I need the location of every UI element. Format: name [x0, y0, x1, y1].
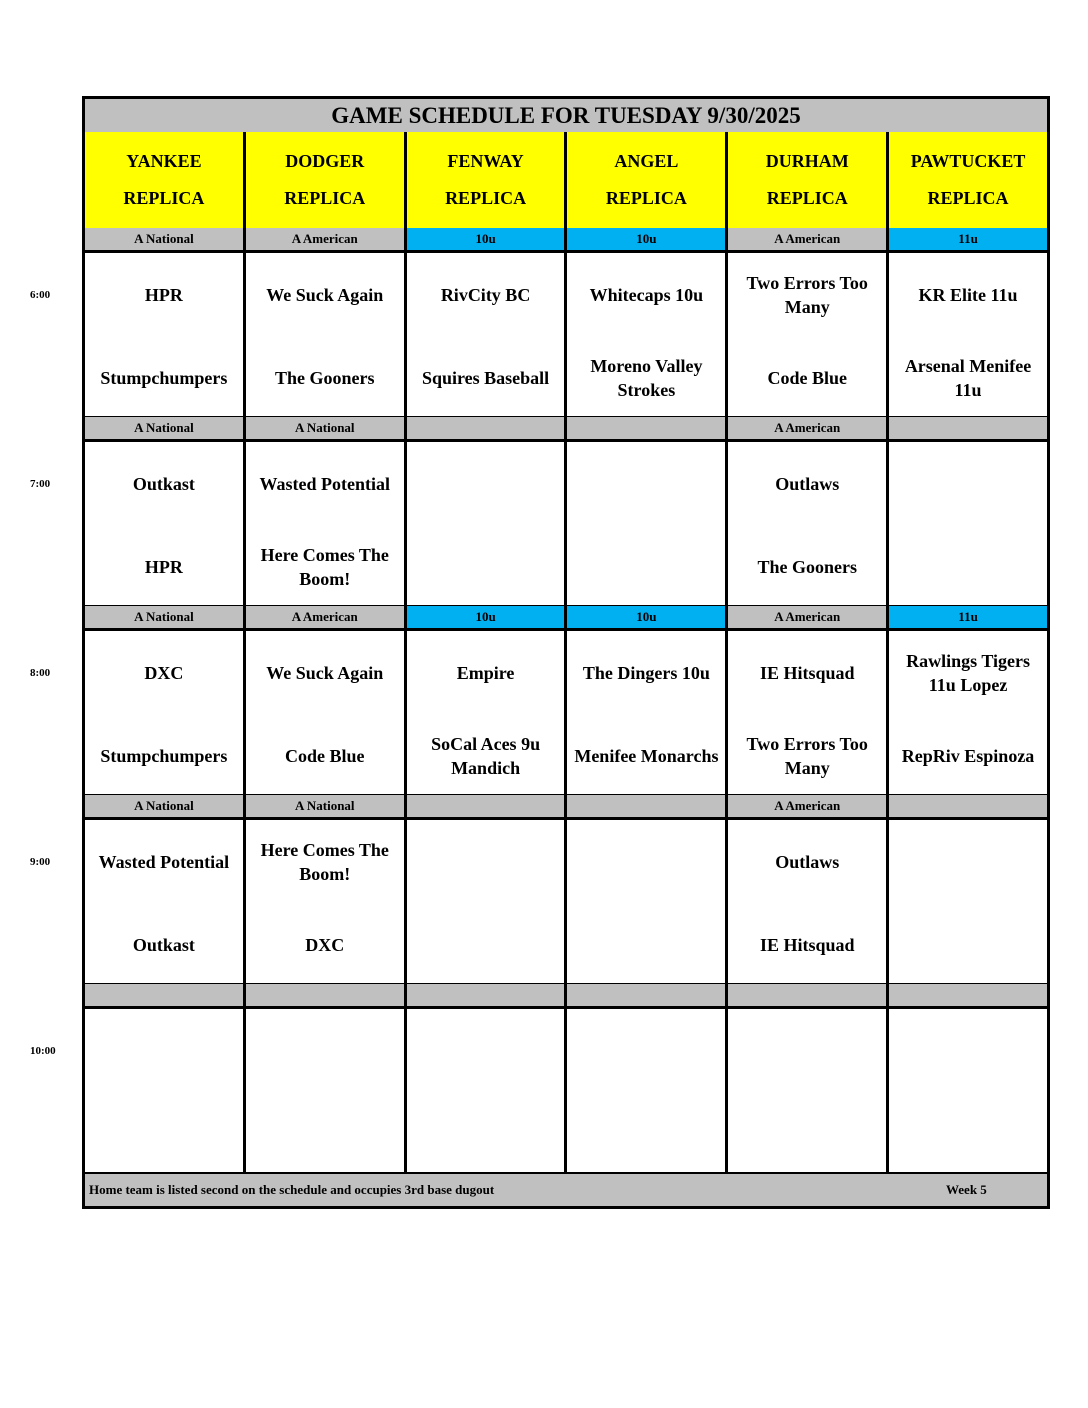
away-team: Empire: [456, 663, 515, 683]
division-label: A National: [85, 228, 246, 250]
division-label: A American: [728, 417, 889, 439]
division-label: A American: [246, 228, 407, 250]
home-team: RepRiv Espinoza: [901, 746, 1035, 766]
division-label: A National: [85, 795, 246, 817]
home-team: IE Hitsquad: [759, 935, 855, 955]
time-label: 9:00: [30, 856, 51, 868]
division-label: 10u: [567, 606, 728, 628]
game-cell: [246, 820, 407, 983]
game-row: [85, 631, 1047, 797]
division-label: A National: [85, 417, 246, 439]
division-label: A American: [728, 228, 889, 250]
division-label: A National: [85, 606, 246, 628]
home-team: HPR: [144, 557, 183, 577]
away-team: IE Hitsquad: [759, 663, 855, 683]
field-header-row: [85, 132, 1047, 231]
game-cell: [567, 253, 728, 416]
game-cell: [889, 253, 1047, 416]
field-subname: REPLICA: [123, 188, 205, 208]
away-team: Outkast: [132, 474, 195, 494]
field-subname: REPLICA: [927, 188, 1009, 208]
home-team: The Gooners: [757, 557, 857, 577]
away-team: Whitecaps 10u: [589, 285, 704, 305]
away-team: We Suck Again: [266, 285, 384, 305]
game-cell: [407, 1009, 568, 1172]
game-cell: [246, 253, 407, 416]
division-label: [246, 984, 407, 1006]
field-header-pawtucket: [889, 132, 1047, 228]
game-cell: [567, 1009, 728, 1172]
field-name: DODGER: [285, 151, 365, 171]
division-row: [85, 417, 1047, 442]
field-subname: REPLICA: [766, 188, 848, 208]
away-team: Wasted Potential: [259, 474, 390, 494]
field-header-durham: [728, 132, 889, 228]
schedule-table: [82, 96, 1050, 1209]
division-label: [889, 417, 1047, 439]
field-name: PAWTUCKET: [910, 151, 1026, 171]
time-label: 6:00: [30, 289, 51, 301]
time-label: 7:00: [30, 478, 51, 490]
time-label: 8:00: [30, 667, 51, 679]
home-team: Menifee Monarchs: [574, 746, 719, 766]
home-team: Moreno Valley Strokes: [590, 356, 703, 400]
week-label: Week 5: [946, 1182, 987, 1197]
division-row: [85, 228, 1047, 253]
game-cell: [85, 442, 246, 605]
field-header-angel: [567, 132, 728, 228]
game-row: [85, 253, 1047, 419]
game-row: [85, 442, 1047, 608]
away-team: Rawlings Tigers 11u Lopez: [906, 651, 1030, 695]
division-label: A American: [246, 606, 407, 628]
home-team: Stumpchumpers: [100, 746, 228, 766]
home-team: Two Errors Too Many: [746, 734, 868, 778]
division-label: A National: [246, 417, 407, 439]
division-label: 10u: [407, 606, 568, 628]
game-cell: [889, 1009, 1047, 1172]
division-row: [85, 606, 1047, 631]
away-team: We Suck Again: [266, 663, 384, 683]
away-team: DXC: [144, 663, 184, 683]
game-cell: [567, 442, 728, 605]
game-cell: [889, 820, 1047, 983]
away-team: The Dingers 10u: [582, 663, 710, 683]
field-name: FENWAY: [447, 151, 524, 171]
home-team: Squires Baseball: [421, 368, 550, 388]
field-header-fenway: [407, 132, 568, 228]
game-row: [85, 820, 1047, 986]
away-team: Two Errors Too Many: [746, 273, 868, 317]
division-label: A American: [728, 606, 889, 628]
away-team: Wasted Potential: [98, 852, 230, 872]
game-cell: [246, 442, 407, 605]
home-team: Arsenal Menifee 11u: [904, 356, 1032, 400]
game-cell: [85, 631, 246, 794]
division-label: [407, 795, 568, 817]
game-cell: [246, 631, 407, 794]
division-label: [889, 984, 1047, 1006]
field-subname: REPLICA: [445, 188, 527, 208]
division-label: [567, 417, 728, 439]
division-label: 11u: [889, 606, 1047, 628]
game-cell: [567, 631, 728, 794]
game-cell: [407, 253, 568, 416]
game-cell: [728, 820, 889, 983]
game-cell: [85, 820, 246, 983]
division-label: A American: [728, 795, 889, 817]
game-cell: [567, 820, 728, 983]
field-header-yankee: [85, 132, 246, 228]
game-cell: [407, 820, 568, 983]
division-label: [407, 984, 568, 1006]
away-team: Here Comes The Boom!: [260, 840, 389, 884]
home-team: Here Comes The Boom!: [260, 545, 389, 589]
division-label: [889, 795, 1047, 817]
game-cell: [728, 631, 889, 794]
schedule-footer: [85, 1174, 1047, 1206]
division-label: 10u: [567, 228, 728, 250]
game-cell: [407, 442, 568, 605]
schedule-title: GAME SCHEDULE FOR TUESDAY 9/30/2025: [85, 99, 1047, 135]
field-name: DURHAM: [765, 151, 849, 171]
division-label: 10u: [407, 228, 568, 250]
home-team: SoCal Aces 9u Mandich: [431, 734, 541, 778]
game-cell: [889, 631, 1047, 794]
home-team: Code Blue: [284, 746, 365, 766]
home-team: DXC: [305, 935, 345, 955]
division-label: [728, 984, 889, 1006]
field-name: YANKEE: [126, 151, 202, 171]
division-row: [85, 795, 1047, 820]
division-label: [567, 795, 728, 817]
division-label: A National: [246, 795, 407, 817]
division-label: 11u: [889, 228, 1047, 250]
game-cell: [728, 442, 889, 605]
away-team: KR Elite 11u: [918, 285, 1018, 305]
away-team: RivCity BC: [440, 285, 531, 305]
division-label: [85, 984, 246, 1006]
game-cell: [728, 253, 889, 416]
away-team: Outlaws: [775, 852, 840, 872]
home-team: Code Blue: [767, 368, 847, 388]
field-subname: REPLICA: [284, 188, 366, 208]
game-cell: [246, 1009, 407, 1172]
game-cell: [85, 1009, 246, 1172]
division-label: [567, 984, 728, 1006]
field-header-dodger: [246, 132, 407, 228]
game-cell: [85, 253, 246, 416]
away-team: HPR: [144, 285, 183, 305]
game-row: [85, 1009, 1047, 1175]
home-team: The Gooners: [274, 368, 375, 388]
division-label: [407, 417, 568, 439]
game-cell: [728, 1009, 889, 1172]
division-row: [85, 984, 1047, 1009]
game-cell: [889, 442, 1047, 605]
game-cell: [407, 631, 568, 794]
home-team: Outkast: [132, 935, 195, 955]
home-team-note: Home team is listed second on the schedule and occupies 3rd base dugout: [89, 1182, 495, 1197]
away-team: Outlaws: [775, 474, 840, 494]
field-name: ANGEL: [614, 151, 679, 171]
field-subname: REPLICA: [605, 188, 687, 208]
home-team: Stumpchumpers: [100, 368, 228, 388]
time-label: 10:00: [30, 1045, 56, 1057]
